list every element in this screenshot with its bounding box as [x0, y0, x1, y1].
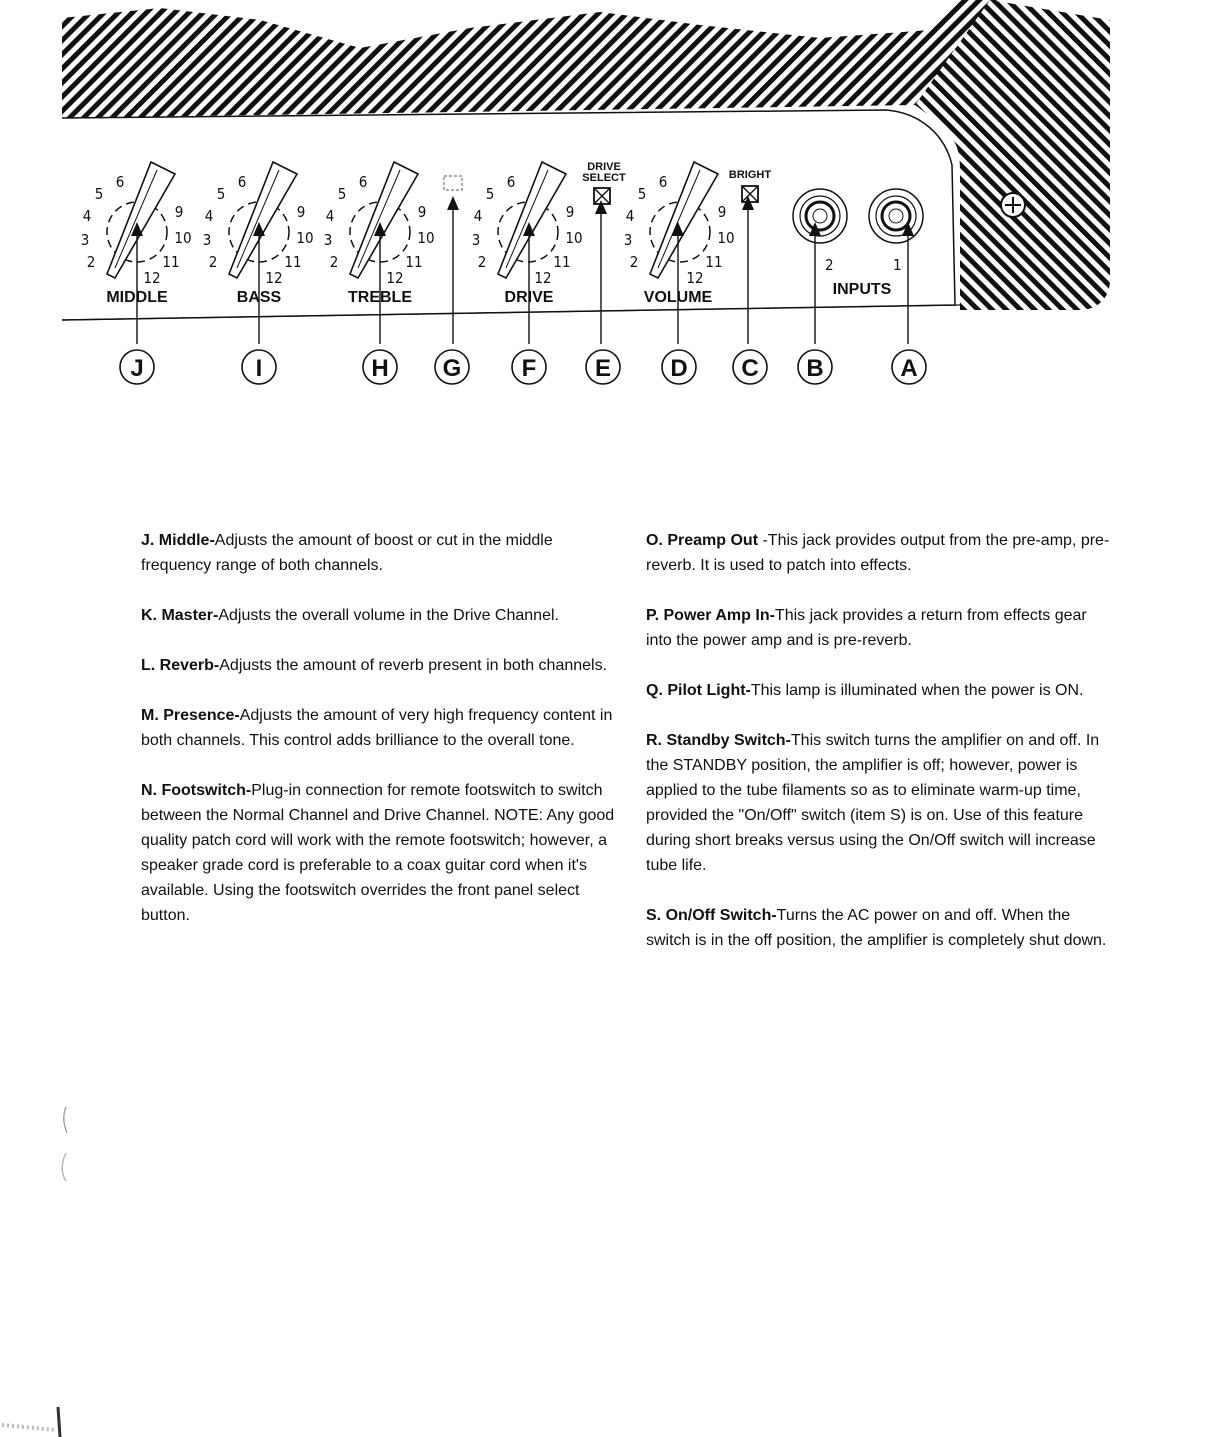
description-text: -This jack provides output from the pre-amp, pre-reverb. It is used to patch into effects.: [646, 532, 1110, 574]
drive-select-switch: [582, 161, 626, 204]
svg-text:B: B: [806, 355, 824, 382]
description-term: R. Standby Switch-: [646, 732, 791, 749]
description-text: Adjusts the amount of reverb present in both channels.: [219, 657, 608, 674]
description-term: N. Footswitch-: [141, 782, 252, 799]
leader-line: [742, 196, 754, 344]
amplifier-panel-diagram: [0, 0, 1226, 420]
scale-number: 6: [358, 173, 368, 191]
callout-b: [798, 350, 832, 384]
callout-d: [662, 350, 696, 384]
scale-number: 4: [204, 207, 214, 225]
scale-number: 4: [625, 207, 635, 225]
scale-number: 6: [506, 173, 516, 191]
bright-switch: [729, 169, 771, 202]
input-1-number: 1: [893, 256, 902, 274]
svg-text:C: C: [741, 355, 759, 382]
description-text: Adjusts the amount of very high frequency content in both channels. This control adds brilliance to the overall tone.: [141, 707, 613, 749]
scale-number: 5: [216, 185, 226, 203]
scale-number: 12: [686, 269, 704, 287]
svg-text:G: G: [442, 355, 462, 382]
callout-j: [120, 350, 154, 384]
scale-number: 5: [94, 185, 104, 203]
scan-artifact: [0, 1095, 80, 1437]
description-item: [646, 678, 1116, 703]
knob-label: DRIVE: [504, 289, 554, 306]
description-text: Adjusts the overall volume in the Drive Channel.: [218, 607, 559, 624]
svg-text:A: A: [900, 355, 918, 382]
inputs-label: INPUTS: [832, 281, 892, 298]
description-text: This jack provides a return from effects gear into the power amp and is pre-reverb.: [646, 607, 1087, 649]
scale-number: 11: [162, 253, 180, 271]
knob-label: TREBLE: [348, 289, 412, 306]
scale-number: 9: [417, 203, 427, 221]
scale-number: 10: [717, 229, 735, 247]
scale-number: 5: [485, 185, 495, 203]
description-text: Plug-in connection for remote footswitch to switch between the Normal Channel and Drive Channel. NOTE: Any good quality patch cord will work with the remote footswitch; however, a speaker grade cord is preferable to a coax guitar cord when it's available. Using the footswitch overrides the front panel select button.: [141, 782, 615, 924]
callout-c: [733, 350, 767, 384]
description-column-left: [141, 528, 621, 953]
callout-e: [586, 350, 620, 384]
callout-i: [242, 350, 276, 384]
scale-number: 4: [473, 207, 483, 225]
scale-number: 4: [82, 207, 92, 225]
description-item: [141, 778, 621, 928]
input-jack-1: [869, 189, 923, 243]
scale-number: 6: [115, 173, 125, 191]
description-term: K. Master-: [141, 607, 219, 624]
svg-text:I: I: [255, 355, 263, 382]
svg-text:BRIGHT: BRIGHT: [728, 169, 772, 181]
description-item: [141, 603, 621, 628]
scale-number: 2: [208, 253, 218, 271]
screw-icon: [1001, 193, 1025, 217]
scale-number: 12: [143, 269, 161, 287]
scale-number: 11: [284, 253, 302, 271]
description-item: [646, 528, 1116, 578]
description-term: L. Reverb-: [141, 657, 220, 674]
description-term: Q. Pilot Light-: [646, 682, 751, 699]
scale-number: 2: [86, 253, 96, 271]
pilot-light: [444, 176, 462, 190]
scale-number: 11: [705, 253, 723, 271]
scale-number: 9: [565, 203, 575, 221]
callout-h: [363, 350, 397, 384]
callout-f: [512, 350, 546, 384]
leader-line: [595, 200, 607, 344]
description-term: M. Presence-: [141, 707, 240, 724]
callout-a: [892, 350, 926, 384]
description-item: [141, 703, 621, 753]
description-term: S. On/Off Switch-: [646, 907, 777, 924]
svg-text:E: E: [594, 355, 612, 382]
description-item: [646, 728, 1116, 878]
scale-number: 6: [237, 173, 247, 191]
callout-g: [435, 350, 469, 384]
scale-number: 2: [477, 253, 487, 271]
knob-label: VOLUME: [643, 289, 713, 306]
description-item: [141, 653, 621, 678]
knob-label: MIDDLE: [106, 289, 168, 306]
leader-line: [447, 196, 459, 344]
svg-text:DRIVE: DRIVE: [587, 161, 621, 173]
description-text: This switch turns the amplifier on and off. In the STANDBY position, the amplifier is off; however, power is applied to the tube filaments so as to eliminate warm-up time, provided the "On/Off" switch (item S) is on. Use of this feature during short breaks versus using the On/Off switch will increase tube life.: [646, 732, 1100, 874]
svg-text:J: J: [130, 355, 144, 382]
description-item: [646, 603, 1116, 653]
svg-text:SELECT: SELECT: [582, 172, 626, 184]
scale-number: 3: [202, 231, 212, 249]
description-term: J. Middle-: [141, 532, 215, 549]
svg-text:F: F: [521, 355, 537, 382]
scale-number: 9: [296, 203, 306, 221]
description-term: P. Power Amp In-: [646, 607, 775, 624]
scale-number: 11: [553, 253, 571, 271]
input-2-number: 2: [825, 256, 834, 274]
scale-number: 10: [296, 229, 314, 247]
scale-number: 2: [629, 253, 639, 271]
scale-number: 3: [80, 231, 90, 249]
scale-number: 12: [265, 269, 283, 287]
scale-number: 9: [174, 203, 184, 221]
scale-number: 3: [471, 231, 481, 249]
scale-number: 10: [565, 229, 583, 247]
knob-label: BASS: [236, 289, 282, 306]
scale-number: 3: [623, 231, 633, 249]
scale-number: 4: [325, 207, 335, 225]
scale-number: 12: [534, 269, 552, 287]
description-term: O. Preamp Out: [646, 532, 763, 549]
grille-band: [62, 0, 1000, 118]
scale-number: 9: [717, 203, 727, 221]
description-column-right: [646, 528, 1116, 978]
scale-number: 3: [323, 231, 333, 249]
svg-text:D: D: [670, 355, 688, 382]
scale-number: 10: [417, 229, 435, 247]
scale-number: 10: [174, 229, 192, 247]
scale-number: 5: [337, 185, 347, 203]
scale-number: 12: [386, 269, 404, 287]
scale-number: 2: [329, 253, 339, 271]
description-text: Adjusts the amount of boost or cut in the middle frequency range of both channels.: [141, 532, 553, 574]
description-item: [646, 903, 1116, 953]
description-item: [141, 528, 621, 578]
scale-number: 6: [658, 173, 668, 191]
svg-text:H: H: [371, 355, 389, 382]
description-text: This lamp is illuminated when the power is ON.: [750, 682, 1084, 699]
scale-number: 11: [405, 253, 423, 271]
description-text: Turns the AC power on and off. When the switch is in the off position, the amplifier is completely shut down.: [646, 907, 1107, 949]
scale-number: 5: [637, 185, 647, 203]
